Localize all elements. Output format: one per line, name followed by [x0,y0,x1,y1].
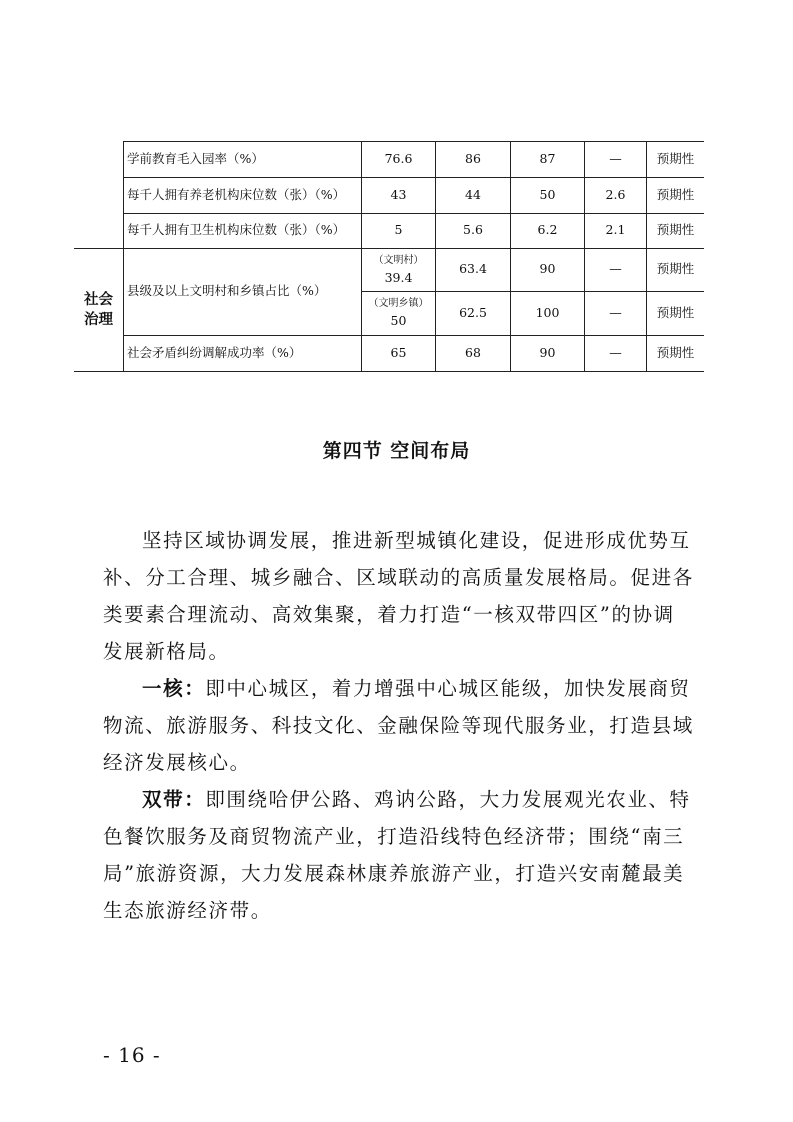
value-cell: — [609,261,622,277]
value-cell [362,249,435,291]
value-cell: 90 [539,261,556,277]
attribute-cell: 预期性 [656,186,695,202]
attribute-cell: 预期性 [656,261,695,277]
paragraph-line: 色餐饮服务及商贸物流产业，打造沿线特色经济带；围绕“南三 [103,825,685,848]
section-title: 第四节 空间布局 [322,440,471,462]
value-cell: 50 [539,186,556,202]
value-text: 50 [390,313,407,329]
paragraph-line: 类要素合理流动、高效集聚，着力打造“一核双带四区”的协调 [103,603,675,626]
indicator-name: 每千人拥有卫生机构床位数（张）（%） [127,222,346,238]
category-label: 治理 [84,312,113,328]
value-cell: — [609,150,622,166]
value-cell: 100 [535,304,560,320]
attribute-cell: 预期性 [656,222,695,238]
indicator-table [74,141,704,372]
lead-term: 双带： [142,788,206,811]
attribute-cell: 预期性 [656,150,695,166]
paragraph-text: 即中心城区，着力增强中心城区能级，加快发展商贸 [205,677,691,700]
paragraph-text: 即围绕哈伊公路、鸡讷公路，大力发展观光农业、特 [205,788,691,811]
value-cell: 44 [465,186,481,202]
paragraph-line: 坚持区域协调发展，推进新型城镇化建设，促进形成优势互 [142,529,691,552]
paragraph-line [142,781,691,818]
paragraph-line: 发展新格局。 [103,640,230,663]
indicator-name: 学前教育毛入园率（%） [127,150,264,166]
lead-term: 一核： [142,677,206,700]
value-cell: 76.6 [384,150,413,166]
value-cell: 65 [390,344,407,360]
paragraph-line: 物流、旅游服务、科技文化、金融保险等现代服务业，打造县域 [103,714,694,737]
indicator-name: 县级及以上文明村和乡镇占比（%） [127,283,327,299]
table-rule [74,371,704,372]
value-cell: 2.6 [605,186,626,202]
value-cell: 5 [394,222,403,238]
value-cell: 86 [465,150,481,166]
value-cell: 87 [539,150,556,166]
value-cell: 43 [390,186,407,202]
paragraph-line: 局”旅游资源，大力发展森林康养旅游产业，打造兴安南麓最美 [103,862,685,885]
value-cell [362,292,435,335]
paragraph-line: 补、分工合理、城乡融合、区域联动的高质量发展格局。促进各 [103,566,694,589]
paragraph-line [142,670,691,707]
value-note: （文明村） [373,254,424,266]
value-cell: 68 [465,344,481,360]
paragraph-line: 经济发展核心。 [103,751,251,774]
value-cell: 6.2 [537,222,558,238]
category-label: 社会 [84,292,113,308]
value-cell: 2.1 [605,222,626,238]
page-number: - 16 - [103,1043,161,1067]
paragraph-line: 生态旅游经济带。 [103,899,272,922]
value-cell: 90 [539,344,556,360]
value-note: （文明乡镇） [368,298,429,310]
attribute-cell: 预期性 [656,304,695,320]
indicator-name: 每千人拥有养老机构床位数（张）（%） [127,186,346,202]
attribute-cell: 预期性 [656,344,695,360]
value-cell: 5.6 [463,222,483,238]
indicator-name: 社会矛盾纠纷调解成功率（%） [127,344,302,360]
category-cell [74,248,123,372]
value-cell: — [609,304,622,320]
value-text: 39.4 [384,269,413,285]
value-cell: — [609,344,622,360]
value-cell: 63.4 [459,261,487,277]
value-cell: 62.5 [459,304,487,320]
